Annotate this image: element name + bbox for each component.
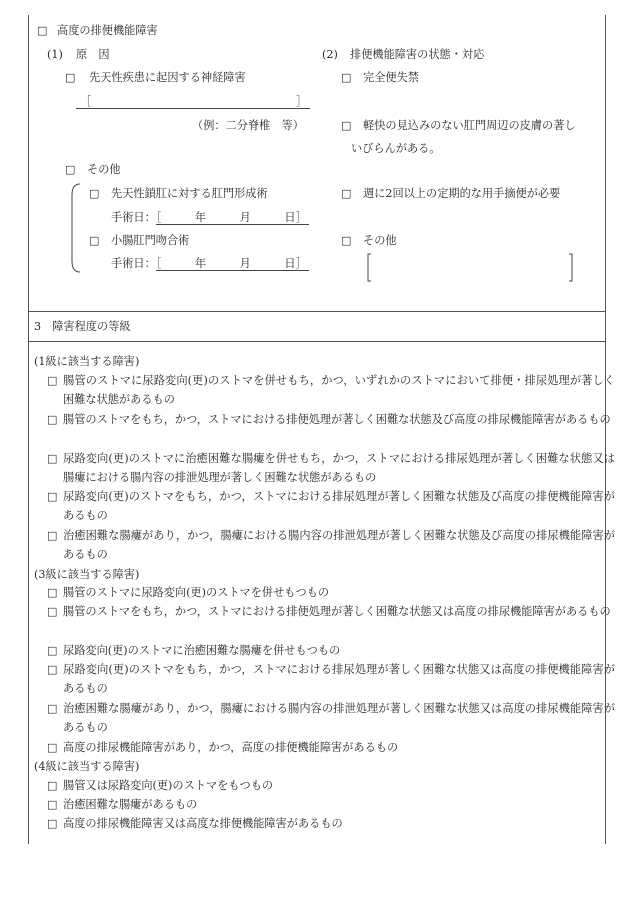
- grade3-item-1[interactable]: □ 腸管のストマに尿路変向(更)のストマを併せもつもの: [47, 584, 615, 603]
- grade1-item-2[interactable]: □ 腸管のストマをもち，かつ，ストマにおける排便処理が著しく困難な状態及び高度の排尿機能障害があるもの: [47, 411, 615, 430]
- divider-line: [28, 311, 605, 312]
- grade4-checkbox-2[interactable]: □: [47, 798, 58, 811]
- grade4-checkbox-3[interactable]: □: [47, 817, 58, 830]
- grade4-heading: (4級に該当する障害): [34, 760, 140, 773]
- grade3-checkbox-2[interactable]: □: [47, 605, 58, 618]
- grade3-item-6[interactable]: □ 高度の排尿機能障害があり，かつ，高度の排便機能障害があるもの: [47, 739, 615, 758]
- congenital-checkbox[interactable]: □: [65, 71, 76, 84]
- grade3-checkbox-3[interactable]: □: [47, 644, 58, 657]
- erosion-checkbox[interactable]: □: [341, 119, 352, 132]
- other-status-input-bracket[interactable]: [366, 253, 576, 283]
- divider-line: [28, 341, 605, 342]
- anoplasty-date[interactable]: 手術日：［ 年 月 日］: [111, 211, 307, 224]
- grade3-heading: (3級に該当する障害): [34, 568, 140, 581]
- anoplasty-label: 先天性鎖肛に対する肛門形成術: [111, 187, 268, 200]
- grade3-checkbox-6[interactable]: □: [47, 741, 58, 754]
- grade1-checkbox-5[interactable]: □: [47, 529, 58, 542]
- incontinence-checkbox[interactable]: □: [341, 71, 352, 84]
- anoplasty-checkbox[interactable]: □: [89, 187, 100, 200]
- grade4-item-2[interactable]: □ 治癒困難な腸瘻があるもの: [47, 796, 615, 815]
- grade3-checkbox-1[interactable]: □: [47, 586, 58, 599]
- grade1-item-5[interactable]: □ 治癒困難な腸瘻があり，かつ，腸瘻における腸内容の排泄処理が著しく困難な状態及び高度の排尿機能障害があるもの: [47, 529, 615, 561]
- grade4-item-1[interactable]: □ 腸管又は尿路変向(更)のストマをもつもの: [47, 777, 615, 796]
- bracket-close: ］: [296, 95, 308, 108]
- other-cause-checkbox[interactable]: □: [65, 163, 76, 176]
- erosion-label-line2: いびらんがある。: [351, 142, 441, 155]
- grade3-item-5[interactable]: □ 治癒困難な腸瘻があり，かつ，腸瘻における腸内容の排泄処理が著しく困難な状態又は高度の排尿機能障害があるもの: [47, 702, 615, 734]
- grade1-heading: (1級に該当する障害): [34, 355, 140, 368]
- other-status-checkbox[interactable]: □: [341, 234, 352, 247]
- grade1-checkbox-3[interactable]: □: [47, 452, 58, 465]
- grade1-item-1[interactable]: □ 腸管のストマに尿路変向(更)のストマを併せもち，かつ，いずれかのストマにおいて排便・排尿処理が著しく困難な状態があるもの: [47, 374, 615, 406]
- grade1-checkbox-2[interactable]: □: [47, 413, 58, 426]
- grade3-checkbox-4[interactable]: □: [47, 663, 58, 676]
- cause-input-line[interactable]: [76, 108, 310, 109]
- anastomosis-date[interactable]: 手術日：［ 年 月 日］: [111, 257, 307, 270]
- anastomosis-label: 小腸肛門吻合術: [111, 234, 190, 247]
- erosion-label-line1: 軽快の見込みのない肛門周辺の皮膚の著し: [363, 119, 576, 132]
- anastomosis-checkbox[interactable]: □: [89, 234, 100, 247]
- incontinence-label: 完全便失禁: [363, 71, 419, 84]
- status-label: 排便機能障害の状態・対応: [350, 48, 485, 61]
- bracket-open: ［: [80, 95, 92, 108]
- anastomosis-date-line: [156, 270, 309, 271]
- grade3-item-3[interactable]: □ 尿路変向(更)のストマに治癒困難な腸瘻を併せもつもの: [47, 642, 615, 661]
- other-brace: [70, 183, 82, 273]
- grade3-item-4[interactable]: □ 尿路変向(更)のストマをもち，かつ，ストマにおける排尿処理が著しく困難な状態又は高度の排便機能障害があるもの: [47, 663, 615, 695]
- example-note: （例：二分脊椎 等）: [192, 119, 304, 132]
- grade1-item-4[interactable]: □ 尿路変向(更)のストマをもち，かつ，ストマにおける排尿処理が著しく困難な状態及び高度の排便機能障害があるもの: [47, 490, 615, 522]
- grade1-item-3[interactable]: □ 尿路変向(更)のストマに治癒困難な腸瘻を併せもち，かつ，ストマにおける排尿処理が著しく困難な状態又は腸瘻における腸内容の排泄処理が著しく困難な状態があるもの: [47, 452, 615, 484]
- heading-checkbox[interactable]: □: [37, 24, 48, 37]
- cause-label: 原 因: [76, 48, 110, 61]
- other-cause-label: その他: [87, 163, 121, 176]
- grade1-checkbox-4[interactable]: □: [47, 490, 58, 503]
- manual-evacuation-checkbox[interactable]: □: [341, 187, 352, 200]
- heading-label: 高度の排便機能障害: [57, 24, 158, 37]
- grade1-checkbox-1[interactable]: □: [47, 374, 58, 387]
- anoplasty-date-line: [156, 224, 309, 225]
- grade3-checkbox-5[interactable]: □: [47, 702, 58, 715]
- grade3-item-2[interactable]: □ 腸管のストマをもち，かつ，ストマにおける排便処理が著しく困難な状態又は高度の排尿機能障害があるもの: [47, 603, 615, 622]
- other-status-label: その他: [363, 234, 397, 247]
- congenital-label: 先天性疾患に起因する神経障害: [89, 71, 246, 84]
- grade4-item-3[interactable]: □ 高度の排尿機能障害又は高度な排便機能障害があるもの: [47, 815, 615, 834]
- manual-evacuation-label: 週に2回以上の定期的な用手摘便が必要: [363, 187, 561, 200]
- cause-number: (1): [47, 48, 63, 61]
- section3-title: 3 障害程度の等級: [34, 320, 131, 333]
- status-number: (2): [322, 48, 338, 61]
- grade4-checkbox-1[interactable]: □: [47, 779, 58, 792]
